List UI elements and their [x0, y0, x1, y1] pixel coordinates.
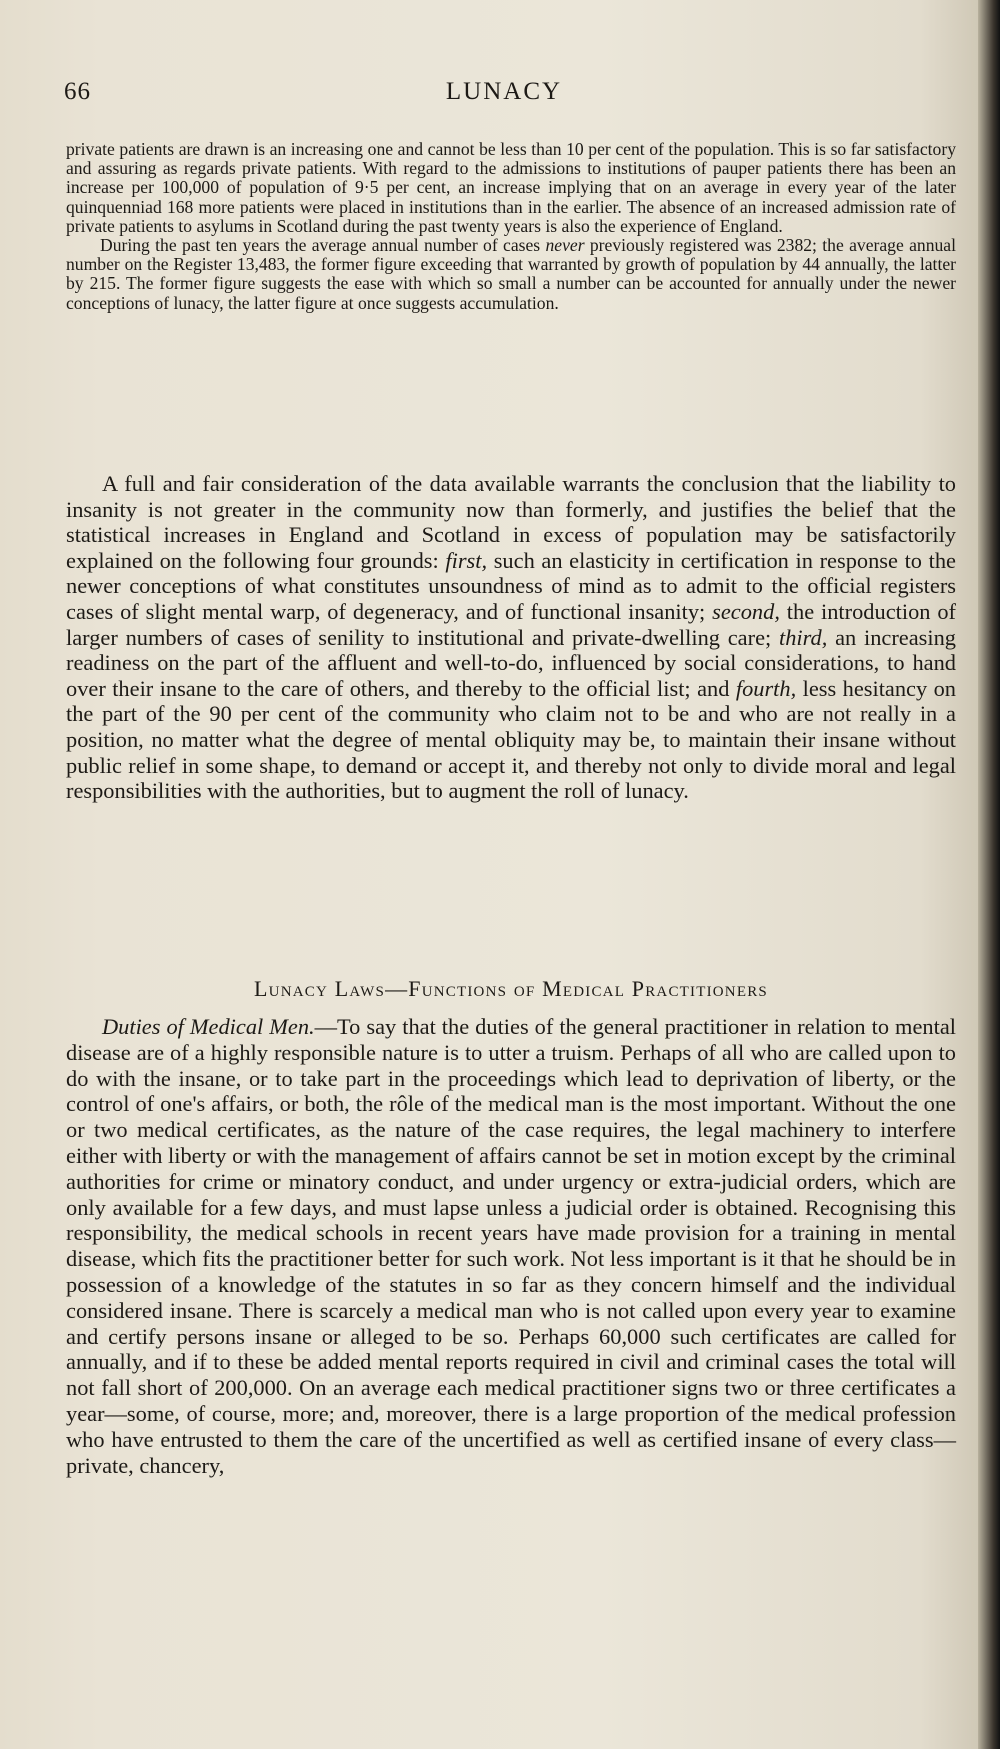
paragraph-text: A full and fair consideration of the data available warrants the conclusion that the liability to insanity is not greater in the community now than formerly, and justifies the belief that the statistical increases in England and Scotland in excess of population may be satisfactorily explained on the following four grounds: [66, 471, 956, 573]
paragraph-annual-cases [66, 236, 956, 313]
italic-third: third, [779, 624, 828, 650]
paragraph-text: such an elasticity in certification in response to the newer conceptions of what constitutes unsoundness of mind as to admit to the official registers cases of slight mental warp, of degeneracy, and of functional insanity; [66, 547, 956, 624]
paragraph-text: —To say that the duties of the general practitioner in relation to mental disease are of a highly responsible nature is to utter a truism. Perhaps of all who are called upon to do with the insane, or to take part in the proceedings which lead to deprivation of liberty, or the control of one's affairs, or both, the rôle of the medical man is the most important. Without the one or two medical certificates, as the nature of the case requires, the legal machinery to interfere either with liberty or with the management of affairs cannot be set in motion except by the criminal authorities for crime or minatory conduct, and under urgency or extra-judicial orders, which are only available for a few days, and must lapse unless a judicial order is obtained. Recognising this responsibility, the medical schools in recent years have made provision for a training in mental disease, which fits the practitioner better for such work. Not less important is it that he should be in possession of a knowledge of the statutes in so far as they concern himself and the individual considered insane. There is scarcely a medical man who is not called upon every year to examine and certify persons insane or alleged to be so. Perhaps 60,000 such certificates are called for annually, and if to these be added mental reports required in civil and criminal cases the total will not fall short of 200,000. On an average each medical practitioner signs two or three certificates a year—some, of course, more; and, moreover, there is a large proportion of the medical profession who have entrusted to them the care of the uncertified as well as certified insane of every class—private, chancery, [66, 1014, 956, 1478]
section-subheading: Duties of Medical Men. [102, 1014, 315, 1039]
paragraph-text: previously registered was 2382; the average annual number on the Register 13,483, the former figure exceeding that warranted by growth of population by 44 annually, the latter by 215. The former figure suggests the ease with which so small a number can be accounted for annually under the newer conceptions of lunacy, the latter figure at once suggests accumulation. [66, 235, 956, 313]
italic-second: second, [712, 598, 780, 624]
paragraph-text: the introduction of larger numbers of cases of senility to institutional and private-dwelling care; [66, 598, 956, 650]
section-heading: Lunacy Laws—Functions of Medical Practitioners [254, 976, 768, 1001]
italic-never: never [545, 235, 585, 256]
italic-first: first, [445, 547, 488, 573]
running-title: LUNACY [445, 78, 563, 105]
small-print-block [66, 140, 956, 313]
italic-fourth: fourth, [735, 675, 797, 701]
paragraph-text: less hesitancy on the part of the 90 per cent of the community who claim not to be and who are not really in a position, no matter what the degree of mental obliquity may be, to maintain their insane without public relief in some shape, to demand or accept it, and thereby not only to divide moral and legal responsibilities with the authorities, but to augment the roll of lunacy. [66, 675, 956, 804]
paragraph-text: During the past ten years the average annual number of cases [100, 235, 546, 256]
main-text-block [66, 471, 956, 804]
section-body [66, 1014, 956, 1478]
page-binding-shadow [978, 0, 1000, 1749]
paragraph-text: an increasing readiness on the part of the affluent and well-to-do, influenced by social considerations, to hand over their insane to the care of others, and thereby to the official list; and [66, 624, 956, 701]
paragraph-four-grounds [66, 471, 956, 804]
page-number: 66 [64, 78, 91, 105]
page-header [64, 78, 944, 112]
paragraph-duties-of-medical-men [66, 1014, 956, 1478]
paragraph-private-patients: private patients are drawn is an increasing one and cannot be less than 10 per cent of the population. This is so far satisfactory and assuring as regards private patients. With regard to the admissions to institutions of pauper patients there has been an increase per 100,000 of population of 9·5 per cent, an increase implying that on an average in every year of the later quinquenniad 168 more patients were placed in institutions than in the earlier. The absence of an increased admission rate of private patients to asylums in Scotland during the past twenty years is also the experience of England. [66, 139, 956, 236]
